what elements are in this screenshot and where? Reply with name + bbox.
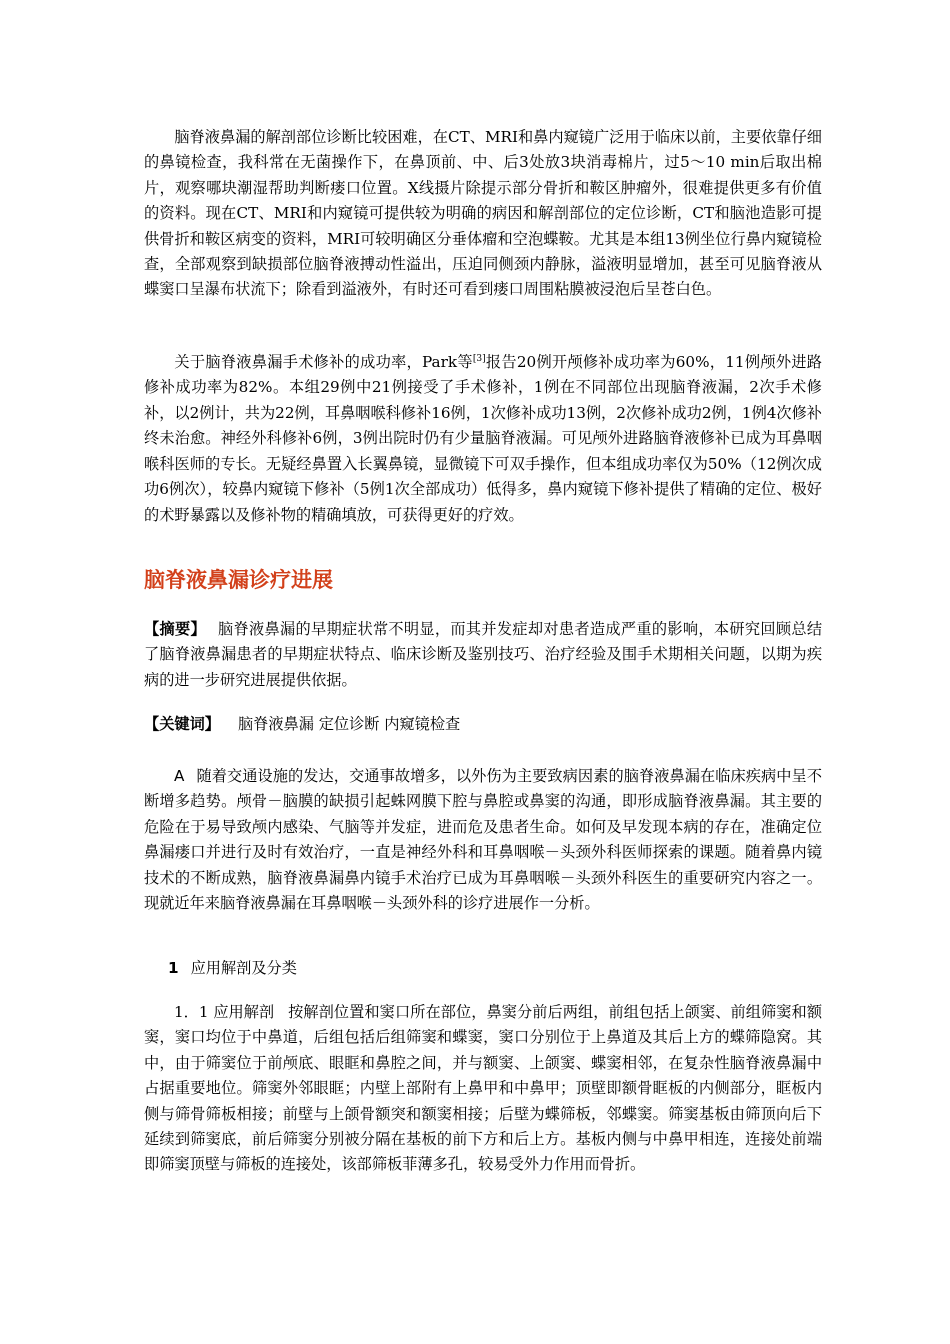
intro-text: 随着交通设施的发达，交通事故增多，以外伤为主要致病因素的脑脊液鼻漏在临床疾病中呈不断增多趋势。颅骨－脑膜的缺损引起蛛网膜下腔与鼻腔或鼻窦的沟通，即形成脑脊液鼻漏。其主要的危险在于易导致颅内感染、气脑等并发症，进而危及患者生命。如何及早发现本病的存在，准确定位鼻漏瘘口并进行及时有效治疗，一直是神经外科和耳鼻咽喉－头颈外科医师探索的课题。随着鼻内镜技术的不断成熟，脑脊液鼻漏鼻内镜手术治疗已成为耳鼻咽喉－头颈外科医生的重要研究内容之一。现就近年来脑脊液鼻漏在耳鼻咽喉－头颈外科的诊疗进展作一分析。 xyxy=(144,767,822,913)
section-title: 应用解剖及分类 xyxy=(190,959,297,977)
subsection-text: 按解剖位置和窦口所在部位，鼻窦分前后两组，前组包括上颌窦、前组筛窦和额窦，窦口均位于中鼻道，后组包括后组筛窦和蝶窦，窦口分别位于上鼻道及其后上方的蝶筛隐窝。其中，由于筛窦位于前颅底、眼眶和鼻腔之间，并与额窦、上颌窦、蝶窦相邻，在复杂性脑脊液鼻漏中占据重要地位。筛窦外邻眼眶；内壁上部附有上鼻甲和中鼻甲；顶壁即额骨眶板的内侧部分，眶板内侧与筛骨筛板相接；前壁与上颌骨额突和额窦相接；后壁为蝶筛板，邻蝶窦。筛窦基板由筛顶向后下延续到筛窦底，前后筛窦分别被分隔在基板的前下方和后上方。基板内侧与中鼻甲相连，连接处前端即筛窦顶壁与筛板的连接处，该部筛板菲薄多孔，较易受外力作用而骨折。 xyxy=(144,1003,822,1174)
intro-marker: A xyxy=(174,767,185,785)
paragraph-diagnosis xyxy=(144,125,822,303)
article-title: 脑脊液鼻漏诊疗进展 xyxy=(144,568,333,592)
paragraph-2-text-a: 关于脑脊液鼻漏手术修补的成功率，Park等 xyxy=(174,353,473,372)
introduction xyxy=(144,764,822,916)
abstract-label: 【摘要】 xyxy=(144,620,206,638)
paragraph-surgery xyxy=(144,347,822,528)
section-number: 1 xyxy=(168,959,179,977)
paragraph-1-text: 脑脊液鼻漏的解剖部位诊断比较困难，在CT、MRI和鼻内窥镜广泛用于临床以前，主要依靠仔细的鼻镜检查，我科常在无菌操作下，在鼻顶前、中、后3处放3块消毒棉片，过5～10 min后取出棉片，观察哪块潮湿帮助判断瘘口位置。X线摄片除提示部分骨折和鞍区肿瘤外，很难提供更多有价值的资料。现在CT、MRI和内窥镜可提供较为明确的病因和解剖部位的定位诊断，CT和脑池造影可提供骨折和鞍区病变的资料，MRI可较明确区分垂体瘤和空泡蝶鞍。尤其是本组13例坐位行鼻内窥镜检查，全部观察到缺损部位脑脊液搏动性溢出，压迫同侧颈内静脉，溢液明显增加，甚至可见脑脊液从蝶窦口呈瀑布状流下；除看到溢液外，有时还可看到瘘口周围粘膜被浸泡后呈苍白色。 xyxy=(144,128,822,299)
subsection-anatomy xyxy=(144,1000,822,1178)
subsection-heading: 1．1 应用解剖 xyxy=(174,1003,275,1021)
keywords xyxy=(144,712,822,737)
abstract xyxy=(144,617,822,693)
keywords-label: 【关键词】 xyxy=(144,715,220,733)
abstract-text: 脑脊液鼻漏的早期症状常不明显，而其并发症却对患者造成严重的影响，本研究回顾总结了脑脊液鼻漏患者的早期症状特点、临床诊断及鉴别技巧、治疗经验及围手术期相关问题，以期为疾病的进一步研究进展提供依据。 xyxy=(144,620,823,689)
section-heading xyxy=(168,957,297,978)
reference-marker: [3] xyxy=(472,354,486,364)
keywords-text: 脑脊液鼻漏 定位诊断 内窥镜检查 xyxy=(237,715,461,733)
paragraph-2-text-b: 报告20例开颅修补成功率为60%，11例颅外进路修补成功率为82%。本组29例中21例接受了手术修补，1例在不同部位出现脑脊液漏，2次手术修补，以2例计，共为22例，耳鼻咽喉科修补16例，1次修补成功13例，2次修补成功2例，1例4次修补终未治愈。神经外科修补6例，3例出院时仍有少量脑脊液漏。可见颅外进路脑脊液修补已成为耳鼻咽喉科医师的专长。无疑经鼻置入长翼鼻镜，显微镜下可双手操作，但本组成功率仅为50%（12例次成功6例次），较鼻内窥镜下修补（5例1次全部成功）低得多，鼻内窥镜下修补提供了精确的定位、极好的术野暴露以及修补物的精确填放，可获得更好的疗效。 xyxy=(144,353,822,524)
